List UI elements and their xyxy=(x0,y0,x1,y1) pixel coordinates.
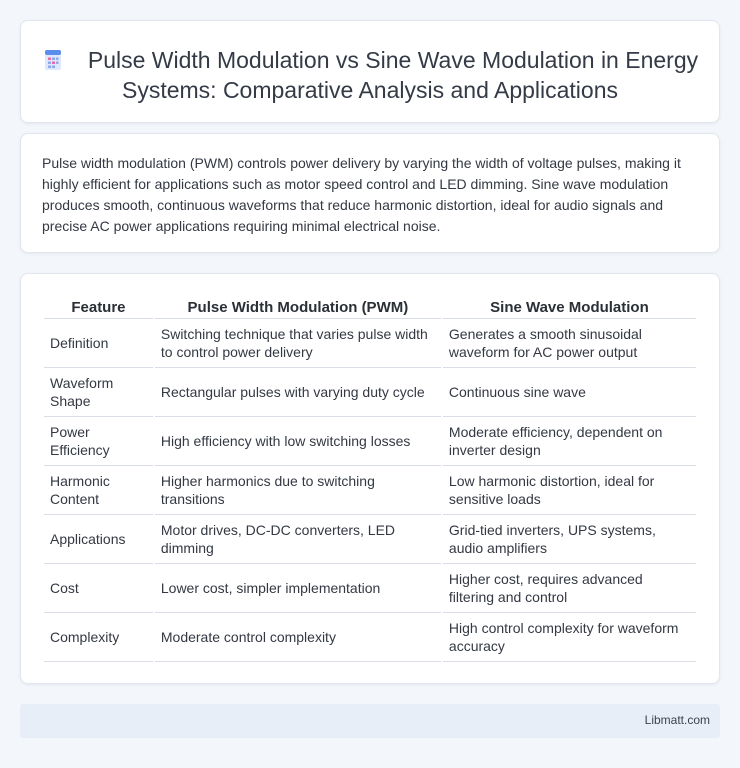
table-row xyxy=(44,613,696,662)
pwm-cell: Lower cost, simpler implementation xyxy=(155,564,441,613)
footer xyxy=(20,704,720,738)
sine-cell: Continuous sine wave xyxy=(443,368,696,417)
feature-cell: Power Efficiency xyxy=(44,417,153,466)
column-header-sine: Sine Wave Modulation xyxy=(443,295,696,319)
pwm-cell: Motor drives, DC-DC converters, LED dimming xyxy=(155,515,441,564)
table-row xyxy=(44,466,696,515)
feature-cell: Harmonic Content xyxy=(44,466,153,515)
table-row xyxy=(44,564,696,613)
column-header-pwm: Pulse Width Modulation (PWM) xyxy=(155,295,441,319)
sine-cell: Low harmonic distortion, ideal for sensitive loads xyxy=(443,466,696,515)
pwm-cell: Moderate control complexity xyxy=(155,613,441,662)
comparison-card xyxy=(20,273,720,684)
pwm-cell: High efficiency with low switching losses xyxy=(155,417,441,466)
table-row xyxy=(44,319,696,368)
sine-cell: High control complexity for waveform accuracy xyxy=(443,613,696,662)
table-header-row xyxy=(44,295,696,319)
feature-cell: Cost xyxy=(44,564,153,613)
intro-paragraph: Pulse width modulation (PWM) controls power delivery by varying the width of voltage pulses, making it highly efficient for applications such as motor speed control and LED dimming. Sine wave modulation produces smooth, continuous waveforms that reduce harmonic distortion, ideal for audio signals and precise AC power applications requiring minimal electrical noise. xyxy=(42,155,681,234)
footer-brand: Libmatt.com xyxy=(644,713,710,727)
table-row xyxy=(44,515,696,564)
column-header-feature: Feature xyxy=(44,295,153,319)
page-title xyxy=(41,45,699,105)
sine-cell: Higher cost, requires advanced filtering and control xyxy=(443,564,696,613)
sine-cell: Moderate efficiency, dependent on inverter design xyxy=(443,417,696,466)
intro-card xyxy=(20,133,720,253)
sine-cell: Generates a smooth sinusoidal waveform for AC power output xyxy=(443,319,696,368)
table-row xyxy=(44,368,696,417)
sine-cell: Grid-tied inverters, UPS systems, audio amplifiers xyxy=(443,515,696,564)
feature-cell: Definition xyxy=(44,319,153,368)
pwm-cell: Rectangular pulses with varying duty cycle xyxy=(155,368,441,417)
pwm-cell: Higher harmonics due to switching transitions xyxy=(155,466,441,515)
feature-cell: Applications xyxy=(44,515,153,564)
title-card xyxy=(20,20,720,123)
feature-cell: Waveform Shape xyxy=(44,368,153,417)
comparison-table xyxy=(42,295,698,662)
pwm-cell: Switching technique that varies pulse width to control power delivery xyxy=(155,319,441,368)
feature-cell: Complexity xyxy=(44,613,153,662)
document-icon xyxy=(42,48,64,70)
page-title-text: Pulse Width Modulation vs Sine Wave Modulation in Energy Systems: Comparative Analysis and Applications xyxy=(87,47,699,103)
table-row xyxy=(44,417,696,466)
